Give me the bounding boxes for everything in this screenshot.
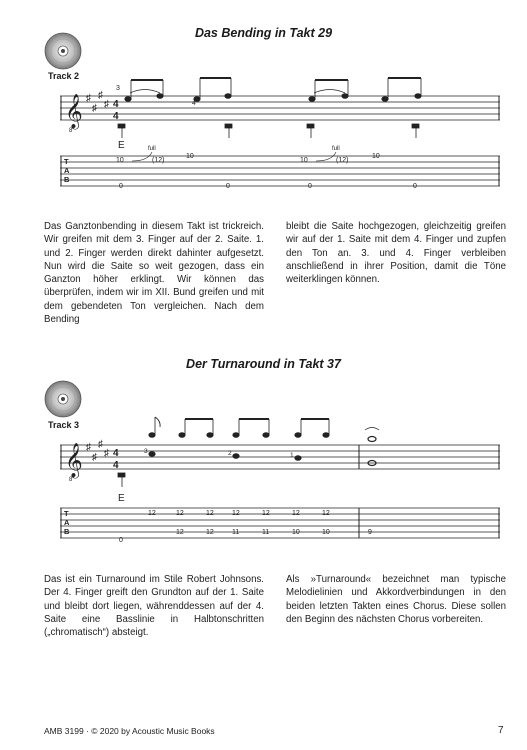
svg-text:full: full bbox=[148, 146, 156, 152]
svg-text:♯: ♯ bbox=[98, 439, 103, 450]
svg-text:12: 12 bbox=[322, 510, 330, 517]
svg-text:10: 10 bbox=[186, 153, 194, 160]
svg-text:9: 9 bbox=[368, 529, 372, 536]
svg-text:0: 0 bbox=[413, 183, 417, 190]
svg-text:2: 2 bbox=[228, 450, 232, 457]
section2-text-right: Als »Turnaround« bezeichnet man typische Melodielinien und Akkordverbindungen in den beiden letzten Takten eines Chorus. Diese sollen den Beginn des nächsten Chorus vorbereiten. bbox=[286, 574, 506, 625]
svg-text:♯: ♯ bbox=[104, 99, 109, 110]
svg-text:11: 11 bbox=[262, 529, 270, 536]
svg-text:♯: ♯ bbox=[92, 103, 97, 114]
svg-text:0: 0 bbox=[226, 183, 230, 190]
string-tuning-letter: E bbox=[118, 140, 125, 151]
svg-text:8: 8 bbox=[69, 477, 73, 483]
svg-text:12: 12 bbox=[176, 510, 184, 517]
svg-text:3: 3 bbox=[144, 448, 148, 455]
footer-copyright: AMB 3199 · © 2020 by Acoustic Music Books bbox=[44, 726, 215, 736]
svg-text:𝄞: 𝄞 bbox=[65, 444, 83, 477]
section2-heading: Der Turnaround in Takt 37 bbox=[186, 357, 341, 371]
svg-text:B: B bbox=[64, 175, 70, 184]
triplet-mark: 3 bbox=[116, 85, 120, 92]
svg-text:♯: ♯ bbox=[104, 448, 109, 459]
section1-heading: Das Bending in Takt 29 bbox=[194, 26, 333, 40]
svg-text:(12): (12) bbox=[152, 157, 165, 164]
track-label: Track 2 bbox=[48, 71, 80, 81]
svg-text:0: 0 bbox=[119, 183, 123, 190]
svg-text:12: 12 bbox=[206, 510, 214, 517]
svg-text:B: B bbox=[64, 527, 70, 536]
string-tuning-letter: E bbox=[118, 493, 125, 504]
svg-text:4: 4 bbox=[192, 100, 196, 107]
section1-text-left: Das Ganztonbending in diesem Takt ist trickreich. Wir greifen mit dem 3. Finger auf der 2. Saite. 1. und 2. Finger werden direkt dahinter aufgesetzt. Nun wird die Saite so weit gezogen, dass ein Ganzton höher erklingt. Wir können das überprüfen, indem wir im XII. Bund greifen und mit dem gebendeten Ton vergleichen. Nach dem Bending bbox=[44, 221, 264, 326]
svg-text:10: 10 bbox=[116, 157, 124, 164]
svg-text:10: 10 bbox=[372, 153, 380, 160]
svg-text:♯: ♯ bbox=[98, 90, 103, 101]
svg-text:12: 12 bbox=[206, 529, 214, 536]
svg-text:12: 12 bbox=[232, 510, 240, 517]
svg-text:8: 8 bbox=[69, 128, 73, 134]
svg-text:𝄞: 𝄞 bbox=[65, 95, 83, 128]
music-notation-bending bbox=[60, 60, 500, 195]
svg-text:11: 11 bbox=[232, 529, 240, 536]
svg-text:♯: ♯ bbox=[86, 93, 91, 104]
svg-text:0: 0 bbox=[308, 183, 312, 190]
svg-text:4: 4 bbox=[113, 99, 119, 110]
track-label: Track 3 bbox=[48, 420, 80, 430]
svg-text:0: 0 bbox=[119, 537, 123, 544]
svg-text:12: 12 bbox=[262, 510, 270, 517]
svg-text:A: A bbox=[64, 518, 70, 527]
svg-text:♯: ♯ bbox=[86, 442, 91, 453]
svg-text:1: 1 bbox=[290, 452, 294, 459]
svg-text:T: T bbox=[64, 509, 69, 518]
page-number: 7 bbox=[498, 725, 504, 736]
svg-text:4: 4 bbox=[113, 460, 119, 471]
svg-text:4: 4 bbox=[113, 111, 119, 122]
svg-text:10: 10 bbox=[300, 157, 308, 164]
svg-text:10: 10 bbox=[292, 529, 300, 536]
svg-text:10: 10 bbox=[322, 529, 330, 536]
section2-text-left: Das ist ein Turnaround im Stile Robert Johnsons. Der 4. Finger greift den Grundton auf der 1. Saite und bleibt dort liegen, währenddessen auf der 4. Saite eine Basslinie in Halbtonschritten („chromatisch“) absteigt. bbox=[44, 574, 264, 639]
svg-text:full: full bbox=[332, 146, 340, 152]
svg-text:A: A bbox=[64, 166, 70, 175]
svg-text:12: 12 bbox=[176, 529, 184, 536]
svg-text:12: 12 bbox=[148, 510, 156, 517]
section1-text-right: bleibt die Saite hochgezogen, gleichzeitig greifen wir auf der 1. Saite mit dem 4. Finger und zupfen den Ton an. 3. und 4. Finger verbleiben anschließend in ihrer Position, damit die Töne weiterklingen können. bbox=[286, 221, 506, 286]
svg-text:T: T bbox=[64, 157, 69, 166]
svg-text:♯: ♯ bbox=[92, 452, 97, 463]
svg-text:4: 4 bbox=[113, 448, 119, 459]
music-notation-turnaround bbox=[60, 405, 500, 550]
svg-text:(12): (12) bbox=[336, 157, 349, 164]
svg-text:12: 12 bbox=[292, 510, 300, 517]
